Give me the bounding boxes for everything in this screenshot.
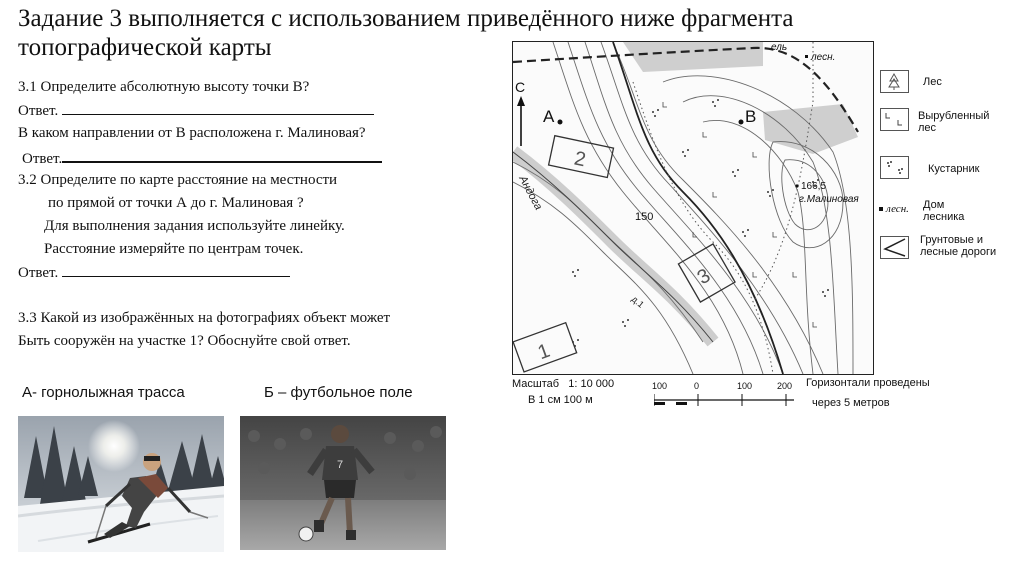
question-3-2-line3: Для выполнения задания используйте линейку. xyxy=(44,218,345,234)
scale-tick-200: 200 xyxy=(777,381,793,391)
answer-line-2[interactable] xyxy=(22,148,382,169)
answer-blank[interactable] xyxy=(62,101,374,115)
forester-house-label: лесн. xyxy=(811,52,836,63)
football-photo xyxy=(240,416,446,550)
legend-forester-label: Дом лесника xyxy=(923,199,965,223)
scale-tick-0: 0 xyxy=(694,381,700,391)
area-1-label: 1 xyxy=(534,339,553,365)
photo-a-caption: А- горнолыжная трасса xyxy=(22,384,185,401)
photo-b-caption: Б – футбольное поле xyxy=(264,384,413,401)
contour-label: 150 xyxy=(635,211,654,223)
legend-forest-symbol xyxy=(880,70,909,93)
question-3-1-direction: В каком направлении от В расположена г. Малиновая? xyxy=(18,125,366,141)
question-3-2-line1: 3.2 Определите по карте расстояние на местности xyxy=(18,172,338,188)
skier-photo xyxy=(18,416,224,552)
football-ball xyxy=(299,527,313,541)
legend-cut-forest-symbol xyxy=(880,108,909,131)
answer-label: Ответ. xyxy=(18,265,59,281)
legend-forester-marker xyxy=(879,207,883,211)
forester-house-marker xyxy=(805,55,808,58)
bridge-label: д.1 xyxy=(629,293,646,310)
area-3-label: 3 xyxy=(693,264,715,290)
contour-interval-line1: Горизонтали проведены xyxy=(806,377,930,389)
question-3-1: 3.1 Определите абсолютную высоту точки В? xyxy=(18,79,310,95)
legend-forester-abbr: лесн. xyxy=(886,203,909,215)
question-3-2-line2: по прямой от точки А до г. Малиновая ? xyxy=(48,195,304,211)
point-b xyxy=(739,120,744,125)
river-label: Андога xyxy=(516,173,545,213)
legend-shrub-label: Кустарник xyxy=(928,163,980,175)
legend-roads-symbol xyxy=(880,236,909,259)
point-a-label: А xyxy=(543,107,555,126)
point-b-label: В xyxy=(745,107,757,126)
scale-tick-100: 100 xyxy=(737,381,753,391)
legend-forest-label: Лес xyxy=(923,76,942,88)
peak-point xyxy=(795,184,798,187)
scale-label: Масштаб 1: 10 000 xyxy=(512,378,615,390)
answer-label: Ответ. xyxy=(22,151,63,167)
question-3-2-line4: Расстояние измеряйте по центрам точек. xyxy=(44,241,304,257)
scale-bar xyxy=(654,394,794,413)
scale-tick-100-left: 100 xyxy=(652,381,668,391)
question-3-3-line2: Быть сооружён на участке 1? Обоснуйте свой ответ. xyxy=(18,333,351,349)
contour-interval-line2: через 5 метров xyxy=(812,397,890,409)
legend-roads-label: Грунтовые и лесные дороги xyxy=(920,234,997,258)
answer-blank[interactable] xyxy=(62,148,382,163)
topographic-map xyxy=(512,41,874,375)
answer-label: Ответ. xyxy=(18,103,59,119)
question-3-3-line1: 3.3 Какой из изображённых на фотографиях объект может xyxy=(18,310,391,326)
jersey-number: 7 xyxy=(336,459,344,471)
answer-line-1[interactable] xyxy=(18,101,374,121)
peak-name: г.Малиновая xyxy=(799,194,859,205)
area-2-label: 2 xyxy=(572,147,588,172)
peak-height: 166,5 xyxy=(801,181,827,192)
answer-line-3[interactable] xyxy=(18,263,290,283)
scale-per-cm: В 1 см 100 м xyxy=(528,394,593,406)
point-a xyxy=(558,120,563,125)
spruce-label: ель xyxy=(771,42,788,53)
north-label: С xyxy=(515,79,526,95)
legend-cut-forest-label: Вырубленный лес xyxy=(918,110,990,134)
answer-blank[interactable] xyxy=(62,263,290,277)
legend-shrub-symbol xyxy=(880,156,909,179)
task-title: Задание 3 выполняется с использованием приведённого ниже фрагмента топографической карты xyxy=(18,5,794,61)
